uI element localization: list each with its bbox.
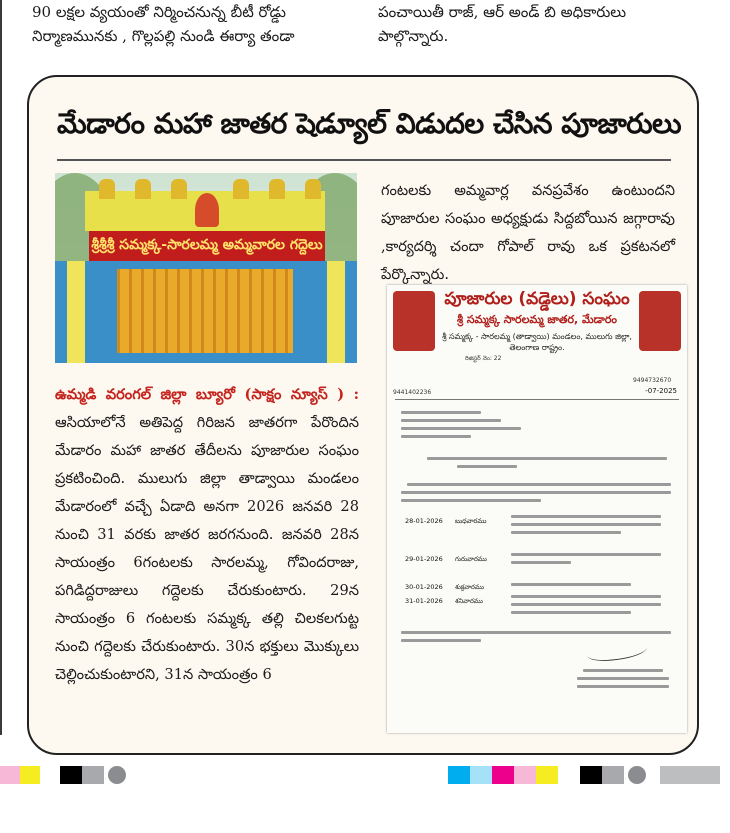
schedule-date: 30-01-2026 — [405, 583, 443, 591]
letter-reg-no: రిజిస్టర్ నెం: 22 — [465, 355, 502, 362]
letter-right-contact: 9494732670 — [633, 377, 672, 384]
color-swatch — [514, 766, 536, 784]
text-line — [401, 435, 471, 438]
article-text: ఆసియాలోనే అతిపెద్ద గిరిజన జాతరగా పేరొందిన మేడారం మహా జాతర తేదీలను పూజారుల సంఘం ప్రకటించింది. ములుగు జిల్లా తాడ్వాయి మండలం మేడారంలో వచ్చే ఏడాది అనగా 2026 జనవరి 28 నుంచి 31 వరకు జాతర జరగనుంది. జనవరి 28న సాయంత్రం 6గంటలకు సారలమ్మ, గోవిందరాజు, పగిడిద్దరాజులు గద్దెలకు చేరుకుంటారు. 29న సాయంత్రం 6 గంటలకు సమ్మక్క తల్లి చిలకలగుట్ట నుంచి గద్దెలకు చేరుకుంటారు. 30న భక్తులు మొక్కులు చెల్లించుకుంటారని, 31న సాయంత్రం 6 — [55, 414, 359, 683]
signature — [586, 639, 648, 664]
previous-article-fragment-right — [378, 0, 708, 48]
color-dot — [108, 766, 126, 784]
text-line — [427, 457, 667, 460]
temple-spire — [269, 179, 285, 199]
temple-banner: శ్రీశ్రీశ్రీ సమ్మక్క-సారలమ్మ అమ్మవారల గద్దెలు — [89, 231, 325, 261]
temple-photo — [55, 173, 357, 363]
text-line — [401, 419, 501, 422]
text-line — [583, 669, 663, 672]
temple-spire — [305, 179, 321, 199]
letter-photo-right — [639, 291, 681, 351]
color-swatch — [470, 766, 492, 784]
text-line — [511, 553, 661, 556]
text-line — [511, 583, 631, 586]
text-line — [511, 561, 571, 564]
text-line — [511, 531, 621, 534]
fragment-line: నిర్మాణమునకు , గొల్లపల్లి నుండి ఈర్యా తండా — [32, 27, 295, 45]
letter-photo-left — [393, 291, 435, 351]
text-line — [511, 523, 661, 526]
article-body-left — [55, 381, 359, 689]
print-color-bar-right — [440, 766, 730, 784]
color-swatch — [20, 766, 40, 784]
color-swatch — [660, 766, 720, 784]
letter-left-contact: 9441402236 — [393, 389, 432, 396]
article-byline: ఉమ్మడి వరంగల్ జిల్లా బ్యూరో (సాక్షం న్యూస్ ) : — [55, 386, 359, 403]
temple-pillar — [67, 261, 85, 363]
column-divider — [0, 0, 2, 735]
temple-spire — [135, 179, 151, 199]
text-line — [401, 631, 671, 634]
deity-figure — [195, 193, 219, 227]
press-letter-image — [387, 285, 687, 733]
schedule-date: 28-01-2026 — [405, 517, 443, 525]
letter-date: -07-2025 — [645, 387, 677, 395]
headline-rule — [57, 159, 671, 161]
temple-pillar — [327, 261, 345, 363]
schedule-day: శుక్రవారము — [455, 583, 485, 591]
text-line — [401, 411, 481, 414]
text-line — [401, 639, 481, 642]
temple-spire — [233, 179, 249, 199]
color-swatch — [0, 766, 20, 784]
fragment-line: పంచాయితీ రాజ్, ఆర్ అండ్ బి అధికారులు — [378, 3, 627, 21]
temple-gate — [117, 269, 293, 353]
text-line — [407, 483, 671, 486]
text-line — [511, 611, 631, 614]
text-line — [401, 491, 671, 494]
color-swatch — [602, 766, 624, 784]
text-line — [511, 603, 661, 606]
color-swatch — [580, 766, 602, 784]
article-headline: మేడారం మహా జాతర షెడ్యూల్ విడుదల చేసిన పూజారులు — [57, 107, 682, 140]
schedule-day: బుధవారము — [455, 517, 487, 525]
letter-subtitle: శ్రీ సమ్మక్క సారలమ్మ జాతర, మేడారం — [457, 313, 617, 326]
color-swatch — [60, 766, 82, 784]
color-swatch — [536, 766, 558, 784]
text-line — [577, 685, 669, 688]
text-line — [511, 515, 661, 518]
color-swatch — [82, 766, 104, 784]
letter-address: శ్రీ సమ్మక్క - సారలమ్మ (తాడ్వాయి) మండలం, ములుగు జిల్లా, తెలంగాణ రాష్ట్రం. — [442, 332, 632, 352]
schedule-date: 31-01-2026 — [405, 597, 443, 605]
color-dot — [628, 766, 646, 784]
temple-spire — [171, 179, 187, 199]
letter-divider — [395, 399, 679, 400]
fragment-line: పాల్గొన్నారు. — [378, 27, 449, 45]
text-line — [511, 595, 661, 598]
schedule-day: శనివారము — [455, 597, 483, 605]
fragment-line: 90 లక్షల వ్యయంతో నిర్మించనున్న బీటీ రోడ్డు — [32, 3, 286, 21]
text-line — [457, 465, 517, 468]
schedule-date: 29-01-2026 — [405, 555, 443, 563]
text-line — [401, 427, 521, 430]
letter-title: పూజారుల (వడ్డెలు) సంఘం — [444, 289, 630, 309]
article-panel — [27, 75, 699, 755]
text-line — [577, 677, 669, 680]
temple-spire — [99, 179, 115, 199]
print-color-bar-left — [0, 766, 140, 784]
article-body-right: గంటలకు అమ్మవార్ల వనప్రవేశం ఉంటుందని పూజారుల సంఘం అధ్యక్షుడు సిద్దబోయిన జగ్గారావు ,కార్యదర్శి చందా గోపాల్ రావు ఒక ప్రకటనలో పేర్కొన్నారు. — [381, 182, 675, 283]
color-swatch — [492, 766, 514, 784]
previous-article-fragment-left — [32, 0, 352, 48]
text-line — [401, 499, 541, 502]
color-swatch — [448, 766, 470, 784]
schedule-day: గురువారము — [455, 555, 487, 563]
